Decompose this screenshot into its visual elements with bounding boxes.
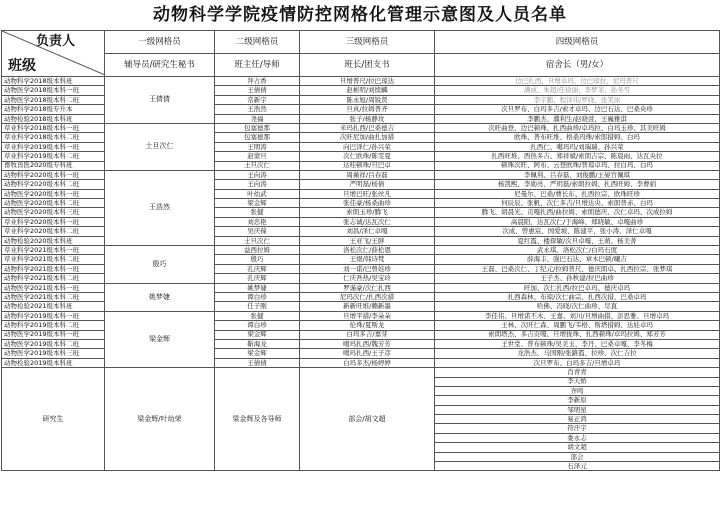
level-4-staff-cell: 次旦罗布、白玛多吉/索才卓玛、边巴石达、巴桑央珍 bbox=[435, 105, 720, 114]
class-name-cell: 动物医学2020级本科二班 bbox=[2, 199, 105, 208]
level-4-staff-cell: 王世堂、普布顿珠/吴美玉、李丹、巴桑卓嘎、李冬梅 bbox=[435, 339, 720, 348]
level-2-staff-cell: 土旦次仁 bbox=[215, 236, 300, 245]
corner-header-cell bbox=[2, 31, 105, 77]
level-4-staff-cell: 索朗塔杰、多吉贡嘎、旦增拢珠、扎西顿珠/卓玛拉姆、郑芳芳 bbox=[435, 330, 720, 339]
level-3-staff-cell: 陈永旭/周锐贤 bbox=[300, 95, 435, 104]
class-name-cell: 草业科学2018级本科二班 bbox=[2, 133, 105, 142]
class-name-cell: 动物医学2020级本科三班 bbox=[2, 208, 105, 217]
level-2-staff-cell: 吴庆葆 bbox=[215, 227, 300, 236]
class-name-cell: 动物检验2019级本科班 bbox=[2, 358, 105, 367]
grad-dorm-head-cell: 肖青青 bbox=[435, 368, 720, 377]
level-2-staff-cell: 梁金辉 bbox=[215, 349, 300, 358]
level-2-staff-cell: 常新宇 bbox=[215, 95, 300, 104]
page-title: 动物科学学院疫情防控网格化管理示意图及人员名单 bbox=[153, 5, 567, 25]
level-3-staff-cell: 刘昌/泽仁卓嘎 bbox=[300, 227, 435, 236]
level-1-role: 辅导员/研究生秘书 bbox=[105, 54, 215, 77]
level-3-staff-cell: 严明磊/杨倩 bbox=[300, 180, 435, 189]
class-name-cell: 草业科学2019级本科一班 bbox=[2, 142, 105, 151]
level-3-staff-cell: 旦增平措/李朵朵 bbox=[300, 311, 435, 320]
grad-dorm-head-cell: 部会 bbox=[435, 452, 720, 461]
level-2-staff-cell: 姚梦婕 bbox=[215, 283, 300, 292]
level-2-staff-cell: 王明涛 bbox=[215, 142, 300, 151]
level-4-staff-cell: 杨凯熙、李勋亮、严玥磊/索朗拉姆、扎西旺姆、李曹娟 bbox=[435, 180, 720, 189]
level-3-staff-cell: 王亚飞/王胖 bbox=[300, 236, 435, 245]
level-3-staff-cell: 噶玛扎西/魏芳芳 bbox=[300, 339, 435, 348]
level-2-staff-cell: 靳海龙 bbox=[215, 339, 300, 348]
level-4-staff-cell: 武永琪、洛松次仁/白玛石度 bbox=[435, 246, 720, 255]
level-4-staff-cell: 满成、朱超/任徐丽、李梦菲、孙冬雪 bbox=[435, 86, 720, 95]
class-name-cell: 草业科学2020级本科一班 bbox=[2, 217, 105, 226]
class-name-cell: 动物科学2019级本科一班 bbox=[2, 311, 105, 320]
class-name-cell: 动物医学2018级本科二班 bbox=[2, 95, 105, 104]
grad-class-cell: 研究生 bbox=[2, 368, 105, 471]
grad-dorm-head-cell: 石泽元 bbox=[435, 462, 720, 471]
level-4-staff-cell: 顿珠次旺、阿布、云登欧珠/普琼卓玛、拉白玛、白玛 bbox=[435, 161, 720, 170]
class-name-cell: 动物医学2019级本科三班 bbox=[2, 349, 105, 358]
level-3-staff-cell: 张佳豪/杨桑曲珍 bbox=[300, 199, 435, 208]
grad-dorm-head-cell: 胡文超 bbox=[435, 443, 720, 452]
table-row bbox=[2, 123, 720, 132]
level-4-staff-cell: 腾飞、胡晨光、贡嘎扎西/曲拉姆、索朗德庆、次仁卓玛、次成拉姆 bbox=[435, 208, 720, 217]
level-2-staff-cell: 梁金辉 bbox=[215, 330, 300, 339]
level-3-staff-cell: 达哇顿珠/旦巴卓 bbox=[300, 161, 435, 170]
level-4-staff-cell: 哈佛、冯晓/次仁曲珍、尽直 bbox=[435, 302, 720, 311]
class-name-cell: 草业科学2020级本科二班 bbox=[2, 227, 105, 236]
level-4-staff-cell: 王林、次旺仁森、周鹏飞/韦格、斯塔措姆、达娃卓玛 bbox=[435, 321, 720, 330]
class-name-cell: 动物科学2021级本科一班 bbox=[2, 264, 105, 273]
level-4-staff-cell: 何辰辰、张帆、次仁多吉/旦增达央、索朗普赤、白玛 bbox=[435, 199, 720, 208]
grad-dorm-head-cell: 李新原 bbox=[435, 396, 720, 405]
level-2-staff-cell: 殷巧 bbox=[215, 255, 300, 264]
grad-level-3-cell: 部会/胡文超 bbox=[300, 368, 435, 471]
class-name-cell: 动物医学2019级本科二班 bbox=[2, 339, 105, 348]
grad-level-1-cell: 梁金辉/叶幼荣 bbox=[105, 368, 215, 471]
table-row bbox=[2, 170, 720, 179]
level-1-staff-cell: 王浩然 bbox=[105, 170, 215, 245]
level-2-role: 班主任/导师 bbox=[215, 54, 300, 77]
level-4-staff-cell: 李佩利、吕春磊、刘俊鹏/王晏宫佩琪 bbox=[435, 170, 720, 179]
class-name-cell: 动物医学2021级本科一班 bbox=[2, 283, 105, 292]
level-3-staff-cell: 次旺尼加/曲扎加措 bbox=[300, 133, 435, 142]
level-4-staff-cell: 次旦罗布、白玛多吉/旦增卓玛 bbox=[435, 358, 720, 367]
level-2-staff-cell: 益西拉姆 bbox=[215, 246, 300, 255]
level-2-staff-cell: 王向涛 bbox=[215, 170, 300, 179]
level-2-staff-cell: 赵蒙旦 bbox=[215, 152, 300, 161]
level-3-staff-cell: 刘一诺/巴曾娃珍 bbox=[300, 264, 435, 273]
level-2-staff-cell: 王倩倩 bbox=[215, 358, 300, 367]
level-4-staff-cell: 龙浩杰、马国刚/张路霞、拉珍、次仁吉拉 bbox=[435, 349, 720, 358]
table-row bbox=[2, 77, 720, 86]
class-name-cell: 动物医学2018级本科一班 bbox=[2, 86, 105, 95]
level-3-staff-cell: 洛松次仁/薛松恩 bbox=[300, 246, 435, 255]
grad-dorm-head-cell: 邹明星 bbox=[435, 405, 720, 414]
class-name-cell: 草业科学2021级本科一班 bbox=[2, 246, 105, 255]
level-3-staff-cell: 王煜/韩诗梵 bbox=[300, 255, 435, 264]
level-2-staff-cell: 谭白珍 bbox=[215, 292, 300, 301]
grad-dorm-head-cell: 娄永志 bbox=[435, 433, 720, 442]
level-3-staff-cell: 伦珠/夏斯龙 bbox=[300, 321, 435, 330]
level-3-staff-cell: 赵彬明/刘续麟 bbox=[300, 86, 435, 95]
level-3-staff-cell: 张子/杨静玫 bbox=[300, 114, 435, 123]
level-4-staff-cell: 尼曼尔、巴桑/曹长东、扎西拉宗、欧珠旺珍 bbox=[435, 189, 720, 198]
grad-level-2-cell: 梁金辉及各导师 bbox=[215, 368, 300, 471]
level-2-staff-cell: 刘忠艳 bbox=[215, 217, 300, 226]
level-3-staff-cell: 米玛扎西/巴桑德吉 bbox=[300, 123, 435, 132]
level-4-staff-cell: 夏红霞、楼琛敏/次旦卓嘎、王萌、杨美菁 bbox=[435, 236, 720, 245]
level-2-staff-cell: 包塞德那 bbox=[215, 133, 300, 142]
level-3-staff-cell: 罗谨豪/次仁扎西 bbox=[300, 283, 435, 292]
level-3-role: 班长/团支书 bbox=[300, 54, 435, 77]
level-2-staff-cell: 拜占香 bbox=[215, 77, 300, 86]
level-4-staff-cell: 旺加、次仁扎西/拉巴卓玛、德庆卓玛 bbox=[435, 283, 720, 292]
level-3-staff-cell: 次仁欧珠/陈雯夏 bbox=[300, 152, 435, 161]
level-3-staff-cell: 尼玛次仁/扎西次措 bbox=[300, 292, 435, 301]
level-3-staff-cell: 噶玛扎西/王子彦 bbox=[300, 349, 435, 358]
level-3-staff-cell: 白玛多杰/杨婷婷 bbox=[300, 358, 435, 367]
level-2-staff-cell: 任子刚 bbox=[215, 302, 300, 311]
level-1-header: 一级网格员 bbox=[105, 31, 215, 54]
class-name-cell: 草业科学2021级本科二班 bbox=[2, 255, 105, 264]
level-2-staff-cell: 谭白珍 bbox=[215, 321, 300, 330]
level-3-staff-cell: 旦增普尺/拉巴琼达 bbox=[300, 77, 435, 86]
class-name-cell: 动物科学2018级本科班 bbox=[2, 77, 105, 86]
level-3-staff-cell: 旦增巴旺/张丝凡 bbox=[300, 189, 435, 198]
table-row bbox=[2, 311, 720, 320]
class-name-cell: 动物科学2020级本科一班 bbox=[2, 170, 105, 179]
level-4-staff-cell: 次成、曾惠宸、国爱坡、陈建平、张小涛、泽仁卓嘎 bbox=[435, 227, 720, 236]
class-name-cell: 动物检验2020级本科班 bbox=[2, 236, 105, 245]
class-label: 班级 bbox=[8, 58, 36, 74]
level-1-staff-cell: 王倩倩 bbox=[105, 77, 215, 124]
level-2-staff-cell: 王向涛 bbox=[215, 180, 300, 189]
level-1-staff-cell: 梁金辉 bbox=[105, 311, 215, 367]
level-2-staff-cell: 叶幼武 bbox=[215, 189, 300, 198]
level-4-staff-cell: 扎西森林、布琼/次仁曲宗、扎西次措、巴桑卓玛 bbox=[435, 292, 720, 301]
level-4-staff-cell: 王磊、巴桑次仁、丁纪元/拉姆普尺、德庆朗卓、扎西拉宗、张梦琪 bbox=[435, 264, 720, 273]
class-name-cell: 畜牧兽医2020级专科班 bbox=[2, 161, 105, 170]
level-4-staff-cell: 李佳伟、旦增诺丕木、王嘉、刘川/旦增曲措、彭思雅、旦增卓玛 bbox=[435, 311, 720, 320]
class-name-cell: 动物检验2021级本科班 bbox=[2, 302, 105, 311]
level-3-staff-cell: 周薇祥/吕春磊 bbox=[300, 170, 435, 179]
level-4-staff-cell: 王子杰、孙秋建/拉巴曲珍 bbox=[435, 274, 720, 283]
level-2-staff-cell: 张健 bbox=[215, 311, 300, 320]
class-name-cell: 动物医学2020级本科一班 bbox=[2, 189, 105, 198]
level-2-staff-cell: 尧福 bbox=[215, 114, 300, 123]
grad-row bbox=[2, 368, 720, 377]
level-3-staff-cell: 张志诚/达瓦次仁 bbox=[300, 217, 435, 226]
roster-table bbox=[1, 30, 720, 471]
level-2-staff-cell: 张健 bbox=[215, 208, 300, 217]
class-name-cell: 动物科学2019级本科二班 bbox=[2, 321, 105, 330]
level-3-staff-cell: 新新旺堆/赖新墨 bbox=[300, 302, 435, 311]
level-4-staff-cell: 李鹏杰、濮利生/赵晓萱、王巍雅淇 bbox=[435, 114, 720, 123]
grad-dorm-head-cell: 李天娇 bbox=[435, 377, 720, 386]
level-4-staff-cell: 欧珠、普布旺堆、格桑玛珠/索郎措姆、白玛 bbox=[435, 133, 720, 142]
level-1-staff-cell: 姚梦婕 bbox=[105, 283, 215, 311]
level-3-staff-cell: 向巴泽仁/孙兴荣 bbox=[300, 142, 435, 151]
class-name-cell: 草业科学2018级本科一班 bbox=[2, 123, 105, 132]
level-4-header: 四级网格员 bbox=[435, 31, 720, 54]
grad-dorm-head-cell: 易正鸿 bbox=[435, 415, 720, 424]
level-2-staff-cell: 包塞德那 bbox=[215, 123, 300, 132]
table-row bbox=[2, 246, 720, 255]
class-name-cell: 动物科学2021级本科二班 bbox=[2, 274, 105, 283]
class-name-cell: 动物医学2019级本科一班 bbox=[2, 330, 105, 339]
class-name-cell: 草业科学2019级本科二班 bbox=[2, 152, 105, 161]
grad-dorm-head-cell: 齐鸣 bbox=[435, 386, 720, 395]
level-2-staff-cell: 王倩倩 bbox=[215, 86, 300, 95]
level-4-staff-cell: 次旺曲登、边巴顿珠、扎西曲珍/卓玛拉、白玛玉珍、其美旺姆 bbox=[435, 123, 720, 132]
class-name-cell: 动物科学2018级专升本 bbox=[2, 105, 105, 114]
level-3-staff-cell: 白玛多吉/嘉芽 bbox=[300, 330, 435, 339]
class-name-cell: 动物检验2018级本科班 bbox=[2, 114, 105, 123]
level-4-staff-cell: 李宇鹏、程泽伟/罗晓、张笑冰 bbox=[435, 95, 720, 104]
level-2-staff-cell: 孔庆辉 bbox=[215, 274, 300, 283]
level-4-role: 宿舍长（男/女） bbox=[435, 54, 720, 77]
level-4-staff-cell: 薛海丰、强巴石达、章木巴顿/曦吉 bbox=[435, 255, 720, 264]
level-3-staff-cell: 仁庆吾热/吴宝玲 bbox=[300, 274, 435, 283]
level-4-staff-cell: 扎西旺堆、西热多吉、郑祥斌/索朗吉宗、陈晨雨、达瓦央拉 bbox=[435, 152, 720, 161]
grad-dorm-head-cell: 符汗宇 bbox=[435, 424, 720, 433]
level-4-staff-cell: 扎西仁、噶玛玛/刘瑞瑞、孙兴荣 bbox=[435, 142, 720, 151]
level-4-staff-cell: 高晨阳、达瓦次仁/于海峰、郑晓敏、卓嘎曲珍 bbox=[435, 217, 720, 226]
level-2-header: 二级网格员 bbox=[215, 31, 300, 54]
responsible-person-label: 负责人 bbox=[36, 34, 76, 49]
level-1-staff-cell: 土旦次仁 bbox=[105, 123, 215, 170]
level-2-staff-cell: 梁金辉 bbox=[215, 199, 300, 208]
level-3-header: 三级网格员 bbox=[300, 31, 435, 54]
level-3-staff-cell: 旦真/拉姆普齐 bbox=[300, 105, 435, 114]
level-3-staff-cell: 索朗玉珍/腾飞 bbox=[300, 208, 435, 217]
table-row bbox=[2, 283, 720, 292]
class-name-cell: 动物科学2020级本科二班 bbox=[2, 180, 105, 189]
level-4-staff-cell: 边巴扎西、旦增卓玛、边巴琼拉、尼玛普尺 bbox=[435, 77, 720, 86]
class-name-cell: 动物医学2021级本科二班 bbox=[2, 292, 105, 301]
level-2-staff-cell: 孔庆辉 bbox=[215, 264, 300, 273]
level-2-staff-cell: 土旦次仁 bbox=[215, 161, 300, 170]
level-2-staff-cell: 王浩然 bbox=[215, 105, 300, 114]
level-1-staff-cell: 殷巧 bbox=[105, 246, 215, 284]
